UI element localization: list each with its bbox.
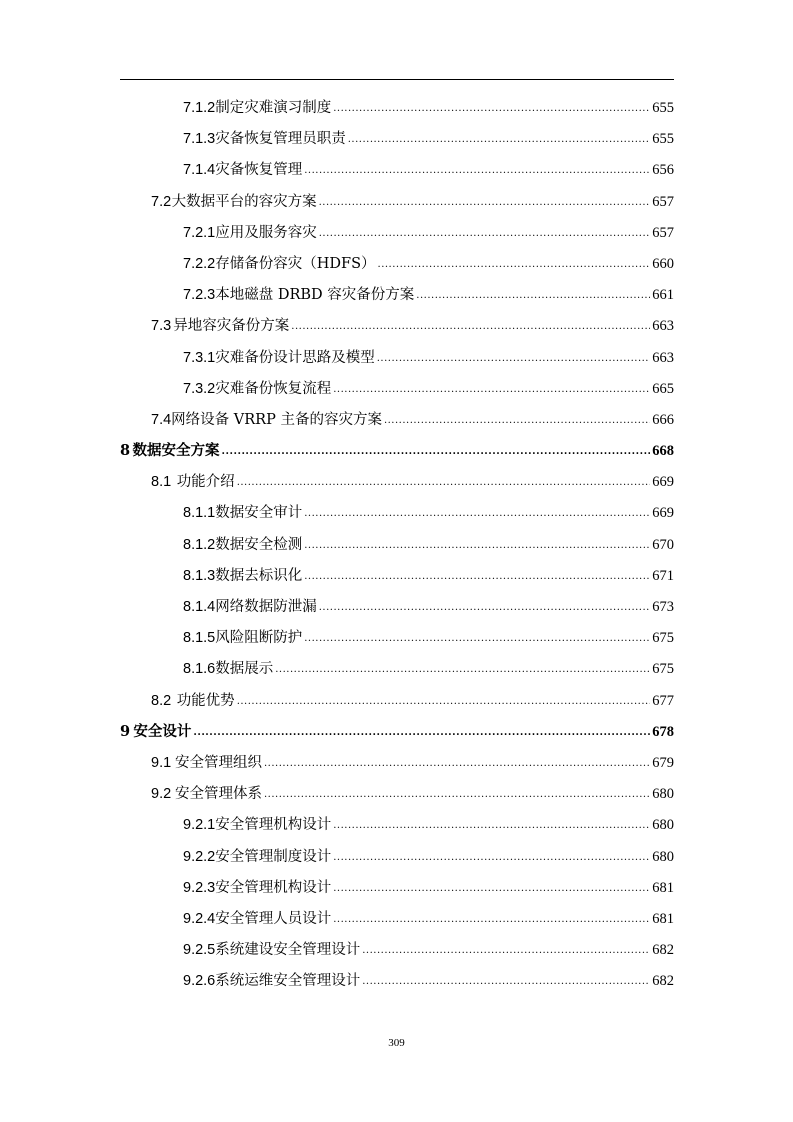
toc-entry-title: 大数据平台的容灾方案 [171, 193, 317, 210]
toc-entry-page: 670 [652, 536, 674, 553]
toc-dot-leader [333, 876, 650, 900]
toc-dot-leader [193, 720, 650, 744]
toc-dot-leader [333, 96, 650, 120]
toc-entry-number: 9.2.1 [183, 817, 216, 834]
toc-entry-page: 660 [652, 255, 674, 272]
toc-entry-title: 网络设备 VRRP 主备的容灾方案 [171, 411, 382, 428]
toc-entry[interactable] [120, 658, 674, 689]
toc-entry-title: 灾备恢复管理员职责 [215, 131, 346, 148]
toc-entry[interactable] [120, 440, 674, 471]
toc-entry-title: 灾难备份设计思路及模型 [215, 349, 375, 366]
toc-entry-page: 669 [652, 474, 674, 491]
toc-entry[interactable] [120, 191, 674, 222]
toc-entry-number: 7.1.3 [183, 131, 216, 148]
toc-entry-number: 8.1.5 [183, 630, 216, 647]
toc-entry-title: 风险阻断防护 [215, 630, 303, 647]
toc-entry[interactable] [120, 315, 674, 346]
toc-dot-leader [333, 377, 650, 401]
toc-entry-number: 7.2.1 [183, 224, 216, 241]
toc-entry-page: 682 [652, 942, 674, 959]
toc-entry-page: 671 [652, 567, 674, 584]
toc-entry-page: 680 [652, 817, 674, 834]
toc-entry-title: 数据去标识化 [215, 567, 303, 584]
toc-entry[interactable] [120, 752, 674, 783]
toc-entry-title: 数据安全审计 [215, 505, 303, 522]
toc-entry-page: 656 [652, 162, 674, 179]
toc-entry-page: 679 [652, 754, 674, 771]
toc-dot-leader [237, 470, 651, 494]
toc-entry[interactable] [120, 565, 674, 596]
toc-entry-number: 7.1.4 [183, 162, 216, 179]
toc-dot-leader [304, 626, 650, 650]
toc-entry-number: 8.1.4 [183, 599, 216, 615]
toc-dot-leader [304, 501, 650, 525]
toc-entry-page: 655 [652, 100, 674, 116]
toc-entry[interactable] [120, 159, 674, 190]
toc-entry-title: 异地容灾备份方案 [173, 318, 290, 335]
toc-entry-title: 系统建设安全管理设计 [215, 942, 361, 959]
toc-entry-number: 8.1.6 [183, 661, 216, 678]
toc-entry-page: 680 [652, 848, 674, 865]
toc-entry-number: 9.2.2 [183, 848, 216, 865]
toc-dot-leader [362, 969, 650, 993]
toc-dot-leader [319, 190, 651, 214]
toc-entry-number: 8.1 [151, 474, 172, 491]
toc-entry-title: 安全管理机构设计 [215, 817, 332, 834]
toc-entry-title: 网络数据防泄漏 [215, 599, 317, 615]
toc-entry-number: 7.3.1 [183, 349, 216, 366]
toc-entry-number: 9.2.5 [183, 942, 216, 959]
toc-entry[interactable] [120, 783, 674, 814]
toc-entry-number: 8.1.2 [183, 536, 216, 553]
toc-entry-page: 680 [652, 786, 674, 803]
toc-entry-page: 677 [652, 692, 674, 709]
toc-entry-page: 673 [652, 599, 674, 615]
toc-entry[interactable] [120, 721, 674, 752]
toc-entry-title: 功能介绍 [176, 474, 235, 491]
toc-entry-title: 数据安全方案 [132, 442, 220, 460]
toc-entry-title: 安全管理人员设计 [215, 910, 332, 927]
toc-entry-title: 安全管理组织 [174, 754, 262, 771]
toc-entry-page: 666 [652, 411, 674, 428]
toc-dot-leader [348, 127, 651, 151]
toc-entry-page: 669 [652, 505, 674, 522]
header-rule [120, 79, 674, 80]
toc-entry[interactable] [120, 690, 674, 721]
toc-entry-title: 存储备份容灾（HDFS） [215, 255, 376, 272]
toc-entry-title: 数据安全检测 [215, 536, 303, 553]
toc-entry-title: 应用及服务容灾 [215, 224, 317, 241]
toc-entry-number: 9.2.3 [183, 879, 216, 896]
toc-entry-title: 本地磁盘 DRBD 容灾备份方案 [215, 287, 415, 304]
toc-entry[interactable] [120, 939, 674, 970]
toc-entry-number: 7.1.2 [183, 100, 216, 116]
toc-entry[interactable] [120, 378, 674, 409]
toc-entry-number: 7.2 [151, 193, 172, 210]
toc-entry-page: 668 [652, 443, 674, 460]
toc-dot-leader [275, 657, 650, 681]
toc-entry[interactable] [120, 534, 674, 565]
toc-entry-number: 7.3.2 [183, 380, 216, 397]
toc-entry-page: 661 [652, 287, 674, 304]
toc-entry-page: 657 [652, 224, 674, 241]
toc-entry[interactable] [120, 846, 674, 877]
toc-entry[interactable] [120, 347, 674, 378]
toc-entry-page: 678 [652, 723, 674, 740]
toc-entry-number: 8 [120, 442, 131, 460]
toc-entry-title: 安全设计 [133, 722, 192, 740]
toc-entry-page: 675 [652, 661, 674, 678]
toc-dot-leader [377, 346, 651, 370]
toc-dot-leader [333, 813, 650, 837]
toc-entry[interactable] [120, 284, 674, 315]
toc-entry-page: 663 [652, 318, 674, 335]
toc-entry-number: 9.2.4 [183, 910, 216, 927]
toc-entry-page: 675 [652, 630, 674, 647]
toc-entry-title: 灾难备份恢复流程 [215, 380, 332, 397]
toc-entry-page: 663 [652, 349, 674, 366]
toc-entry-number: 7.4 [151, 411, 172, 428]
toc-dot-leader [264, 751, 650, 775]
toc-entry[interactable] [120, 502, 674, 533]
toc-entry[interactable] [120, 908, 674, 939]
toc-dot-leader [362, 938, 650, 962]
toc-dot-leader [304, 564, 650, 588]
toc-entry[interactable] [120, 409, 674, 440]
toc-dot-leader [384, 408, 650, 432]
toc-entry-page: 682 [652, 973, 674, 990]
toc-entry-title: 安全管理制度设计 [215, 848, 332, 865]
toc-entry-number: 9.2.6 [183, 973, 216, 990]
toc-dot-leader [304, 158, 650, 182]
toc-entry-title: 安全管理体系 [174, 786, 262, 803]
toc-entry[interactable] [120, 596, 674, 627]
toc-entry-number: 7.3 [151, 318, 172, 335]
toc-entry-number: 7.2.2 [183, 255, 216, 272]
toc-entry[interactable] [120, 877, 674, 908]
toc-dot-leader [319, 595, 651, 619]
toc-entry[interactable] [120, 253, 674, 284]
toc-dot-leader [237, 689, 651, 713]
toc-entry-page: 681 [652, 910, 674, 927]
toc-entry-page: 665 [652, 380, 674, 397]
toc-entry-page: 657 [652, 193, 674, 210]
toc-entry-title: 功能优势 [176, 692, 235, 709]
footer-page-number: 309 [388, 1037, 405, 1049]
toc-entry-number: 8.2 [151, 692, 172, 709]
toc-entry-number: 9.2 [151, 786, 172, 803]
toc-dot-leader [378, 252, 651, 276]
toc-entry-number: 8.1.1 [183, 505, 216, 522]
toc-entry[interactable] [120, 970, 674, 1001]
toc-dot-leader [416, 283, 650, 307]
toc-entry-page: 655 [652, 131, 674, 148]
toc-entry-number: 9.1 [151, 754, 172, 771]
toc-entry-title: 安全管理机构设计 [215, 879, 332, 896]
toc-entry[interactable] [120, 627, 674, 658]
toc-dot-leader [291, 314, 650, 338]
toc-entry[interactable] [120, 97, 674, 128]
toc-entry-number: 7.2.3 [183, 287, 216, 304]
toc-dot-leader [333, 907, 650, 931]
toc-entry[interactable] [120, 814, 674, 845]
toc-entry[interactable] [120, 471, 674, 502]
toc-entry-page: 681 [652, 879, 674, 896]
toc-dot-leader [319, 221, 651, 245]
toc-dot-leader [264, 782, 650, 806]
toc-entry-title: 制定灾难演习制度 [215, 100, 332, 116]
toc-entry-title: 系统运维安全管理设计 [215, 973, 361, 990]
toc-dot-leader [333, 845, 650, 869]
toc-entry[interactable] [120, 222, 674, 253]
toc-entry-title: 数据展示 [215, 661, 274, 678]
toc-dot-leader [304, 533, 650, 557]
toc-dot-leader [222, 439, 651, 463]
toc-entry-number: 8.1.3 [183, 567, 216, 584]
table-of-contents [120, 97, 674, 1001]
toc-entry-title: 灾备恢复管理 [215, 162, 303, 179]
toc-entry-number: 9 [120, 722, 131, 740]
toc-entry[interactable] [120, 128, 674, 159]
